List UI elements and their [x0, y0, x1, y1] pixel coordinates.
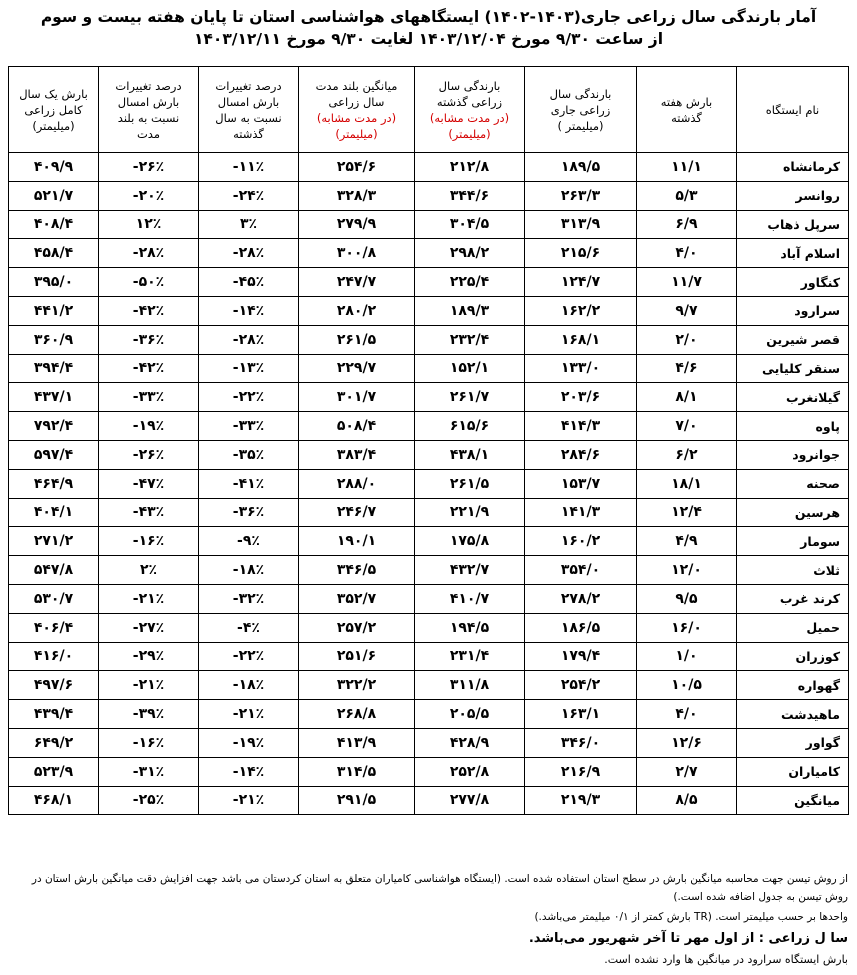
- cell-station: ثلاث: [737, 556, 849, 585]
- cell-chg-last: -۳۶٪: [199, 498, 299, 527]
- cell-chg-long: -۱۶٪: [99, 728, 199, 757]
- cell-week: ۹/۵: [637, 584, 737, 613]
- table-row: [9, 671, 849, 700]
- cell-current: ۲۵۴/۲: [525, 671, 637, 700]
- table-row: [9, 469, 849, 498]
- cell-longterm: ۳۵۲/۷: [299, 584, 415, 613]
- cell-full: ۴۶۴/۹: [9, 469, 99, 498]
- cell-station: کنگاور: [737, 268, 849, 297]
- cell-last: ۲۷۷/۸: [415, 786, 525, 815]
- cell-week: ۱۱/۱: [637, 153, 737, 182]
- table-row: [9, 498, 849, 527]
- cell-chg-long: -۴۷٪: [99, 469, 199, 498]
- header-change-last-year: درصد تغییرات بارش امسال نسبت به سال گذشته: [199, 67, 299, 153]
- cell-current: ۱۸۶/۵: [525, 613, 637, 642]
- cell-chg-long: -۲۶٪: [99, 153, 199, 182]
- cell-last: ۱۹۴/۵: [415, 613, 525, 642]
- cell-longterm: ۳۴۶/۵: [299, 556, 415, 585]
- cell-week: ۱۲/۶: [637, 728, 737, 757]
- cell-chg-last: -۲۱٪: [199, 700, 299, 729]
- cell-current: ۱۸۹/۵: [525, 153, 637, 182]
- cell-longterm: ۳۰۱/۷: [299, 383, 415, 412]
- cell-station: سومار: [737, 527, 849, 556]
- cell-chg-last: -۴۵٪: [199, 268, 299, 297]
- cell-current: ۴۱۴/۳: [525, 412, 637, 441]
- title-line-2: از ساعت ۹/۳۰ مورخ ۱۴۰۳/۱۲/۰۴ لغایت ۹/۳۰ مورخ ۱۴۰۳/۱۲/۱۱: [193, 30, 664, 48]
- cell-week: ۴/۰: [637, 239, 737, 268]
- cell-chg-last: -۲۲٪: [199, 642, 299, 671]
- cell-last: ۲۳۱/۴: [415, 642, 525, 671]
- cell-last: ۳۰۴/۵: [415, 210, 525, 239]
- cell-station: قصر شیرین: [737, 325, 849, 354]
- cell-last: ۲۵۲/۸: [415, 757, 525, 786]
- cell-current: ۱۶۸/۱: [525, 325, 637, 354]
- cell-station: پاوه: [737, 412, 849, 441]
- cell-chg-long: -۳۶٪: [99, 325, 199, 354]
- cell-last: ۴۳۲/۷: [415, 556, 525, 585]
- cell-station: اسلام آباد: [737, 239, 849, 268]
- cell-station: گواور: [737, 728, 849, 757]
- table-row: [9, 210, 849, 239]
- cell-chg-last: -۳۵٪: [199, 440, 299, 469]
- cell-station: گهواره: [737, 671, 849, 700]
- cell-chg-long: ۱۲٪: [99, 210, 199, 239]
- cell-week: ۱/۰: [637, 642, 737, 671]
- cell-last: ۲۱۲/۸: [415, 153, 525, 182]
- cell-week: ۶/۲: [637, 440, 737, 469]
- cell-station: روانسر: [737, 181, 849, 210]
- cell-chg-long: -۳۳٪: [99, 383, 199, 412]
- cell-full: ۴۰۶/۴: [9, 613, 99, 642]
- cell-current: ۱۳۳/۰: [525, 354, 637, 383]
- cell-last: ۴۲۸/۹: [415, 728, 525, 757]
- header-current: بارندگی سال زراعی جاری (میلیمتر ): [525, 67, 637, 153]
- cell-current: ۲۱۹/۳: [525, 786, 637, 815]
- cell-station: گیلانغرب: [737, 383, 849, 412]
- cell-longterm: ۵۰۸/۴: [299, 412, 415, 441]
- table-row: [9, 325, 849, 354]
- cell-last: ۲۶۱/۷: [415, 383, 525, 412]
- cell-station: کرند غرب: [737, 584, 849, 613]
- cell-longterm: ۳۰۰/۸: [299, 239, 415, 268]
- cell-longterm: ۴۱۳/۹: [299, 728, 415, 757]
- cell-chg-long: -۲۱٪: [99, 671, 199, 700]
- cell-chg-last: -۱۹٪: [199, 728, 299, 757]
- cell-week: ۲/۰: [637, 325, 737, 354]
- header-week: بارش هفته گذشته: [637, 67, 737, 153]
- cell-current: ۱۲۴/۷: [525, 268, 637, 297]
- cell-week: ۶/۹: [637, 210, 737, 239]
- cell-full: ۵۲۱/۷: [9, 181, 99, 210]
- cell-chg-last: -۱۸٪: [199, 671, 299, 700]
- cell-last: ۲۲۱/۹: [415, 498, 525, 527]
- cell-week: ۱۶/۰: [637, 613, 737, 642]
- cell-full: ۴۴۱/۲: [9, 296, 99, 325]
- cell-chg-long: -۴۳٪: [99, 498, 199, 527]
- cell-full: ۴۶۸/۱: [9, 786, 99, 815]
- cell-chg-long: -۴۲٪: [99, 296, 199, 325]
- cell-longterm: ۲۲۹/۷: [299, 354, 415, 383]
- cell-longterm: ۲۹۱/۵: [299, 786, 415, 815]
- cell-full: ۴۳۹/۴: [9, 700, 99, 729]
- cell-last: ۲۳۲/۴: [415, 325, 525, 354]
- cell-chg-long: -۲۵٪: [99, 786, 199, 815]
- title-line-1: آمار بارندگی سال زراعی جاری(۱۴۰۳-۱۴۰۲) ایستگاههای هواشناسی استان تا پایان هفته بیست و سوم: [40, 8, 817, 26]
- cell-longterm: ۲۷۹/۹: [299, 210, 415, 239]
- cell-chg-long: ۲٪: [99, 556, 199, 585]
- cell-full: ۵۲۳/۹: [9, 757, 99, 786]
- cell-last: ۱۷۵/۸: [415, 527, 525, 556]
- cell-week: ۸/۵: [637, 786, 737, 815]
- cell-current: ۱۴۱/۳: [525, 498, 637, 527]
- table-row: [9, 153, 849, 182]
- cell-station: کوزران: [737, 642, 849, 671]
- cell-current: ۲۱۵/۶: [525, 239, 637, 268]
- table-row: [9, 613, 849, 642]
- cell-chg-long: -۲۶٪: [99, 440, 199, 469]
- table-row: [9, 354, 849, 383]
- note-thiessen: از روش تیسن جهت محاسبه میانگین بارش در سطح استان استفاده شده است. (ایستگاه هواشناسی کامیاران متعلق به استان کردستان می باشد جهت افزایش دقت میانگین بارش استان در روش تیسن به جدول اضافه شده است.): [31, 873, 848, 903]
- cell-longterm: ۲۵۴/۶: [299, 153, 415, 182]
- header-last-year: بارندگی سال زراعی گذشته (در مدت مشابه) (میلیمتر): [415, 67, 525, 153]
- cell-full: ۳۹۴/۴: [9, 354, 99, 383]
- cell-current: ۲۶۳/۳: [525, 181, 637, 210]
- cell-chg-long: -۲۷٪: [99, 613, 199, 642]
- cell-longterm: ۳۲۲/۲: [299, 671, 415, 700]
- cell-full: ۴۹۷/۶: [9, 671, 99, 700]
- cell-chg-last: -۲۴٪: [199, 181, 299, 210]
- cell-chg-last: -۹٪: [199, 527, 299, 556]
- cell-chg-last: -۲۸٪: [199, 325, 299, 354]
- table-row: [9, 412, 849, 441]
- cell-chg-last: -۱۴٪: [199, 757, 299, 786]
- header-station: نام ایستگاه: [737, 67, 849, 153]
- note-sararud: بارش ایستگاه سرارود در میانگین ها وارد نشده است.: [604, 953, 848, 966]
- note-crop-year: سا ل زراعی : از اول مهر تا آخر شهریور می‌باشد.: [528, 931, 848, 946]
- cell-full: ۶۴۹/۲: [9, 728, 99, 757]
- cell-full: ۳۹۵/۰: [9, 268, 99, 297]
- cell-chg-last: -۲۱٪: [199, 786, 299, 815]
- cell-longterm: ۳۱۴/۵: [299, 757, 415, 786]
- cell-longterm: ۲۴۶/۷: [299, 498, 415, 527]
- table-row: [9, 440, 849, 469]
- cell-current: ۳۵۴/۰: [525, 556, 637, 585]
- cell-last: ۳۴۴/۶: [415, 181, 525, 210]
- cell-current: ۳۱۳/۹: [525, 210, 637, 239]
- table-row: [9, 239, 849, 268]
- cell-station: ماهیدشت: [737, 700, 849, 729]
- cell-chg-long: -۲۸٪: [99, 239, 199, 268]
- header-longterm: میانگین بلند مدت سال زراعی (در مدت مشابه) (میلیمتر): [299, 67, 415, 153]
- cell-week: ۱۰/۵: [637, 671, 737, 700]
- cell-current: ۲۷۸/۲: [525, 584, 637, 613]
- cell-chg-last: ۳٪: [199, 210, 299, 239]
- cell-longterm: ۳۲۸/۳: [299, 181, 415, 210]
- cell-last: ۴۱۰/۷: [415, 584, 525, 613]
- table-row: [9, 786, 849, 815]
- cell-station: هرسین: [737, 498, 849, 527]
- cell-station: سرپل ذهاب: [737, 210, 849, 239]
- cell-week: ۴/۶: [637, 354, 737, 383]
- cell-current: ۲۸۴/۶: [525, 440, 637, 469]
- table-row: [9, 556, 849, 585]
- cell-longterm: ۲۶۸/۸: [299, 700, 415, 729]
- report-title: [0, 0, 857, 50]
- cell-week: ۹/۷: [637, 296, 737, 325]
- cell-station: صحنه: [737, 469, 849, 498]
- table-row: [9, 642, 849, 671]
- cell-full: ۴۱۶/۰: [9, 642, 99, 671]
- cell-week: ۱۲/۰: [637, 556, 737, 585]
- cell-longterm: ۲۵۱/۶: [299, 642, 415, 671]
- cell-chg-last: -۳۳٪: [199, 412, 299, 441]
- cell-full: ۴۵۸/۴: [9, 239, 99, 268]
- cell-chg-long: -۱۹٪: [99, 412, 199, 441]
- cell-week: ۴/۰: [637, 700, 737, 729]
- cell-longterm: ۲۸۰/۲: [299, 296, 415, 325]
- table-row: [9, 181, 849, 210]
- cell-station: کامیاران: [737, 757, 849, 786]
- cell-last: ۲۶۱/۵: [415, 469, 525, 498]
- table-row: [9, 296, 849, 325]
- table-row: [9, 700, 849, 729]
- cell-current: ۱۵۳/۷: [525, 469, 637, 498]
- cell-full: ۵۹۷/۴: [9, 440, 99, 469]
- cell-current: ۳۴۶/۰: [525, 728, 637, 757]
- cell-chg-long: -۳۹٪: [99, 700, 199, 729]
- cell-last: ۱۵۲/۱: [415, 354, 525, 383]
- cell-chg-long: -۳۱٪: [99, 757, 199, 786]
- cell-current: ۲۱۶/۹: [525, 757, 637, 786]
- cell-full: ۵۳۰/۷: [9, 584, 99, 613]
- cell-full: ۳۶۰/۹: [9, 325, 99, 354]
- cell-last: ۲۲۵/۴: [415, 268, 525, 297]
- table-row: [9, 728, 849, 757]
- header-full-year: بارش یک سال کامل زراعی (میلیمتر): [9, 67, 99, 153]
- cell-chg-last: -۱۳٪: [199, 354, 299, 383]
- cell-chg-long: -۲۹٪: [99, 642, 199, 671]
- cell-last: ۳۱۱/۸: [415, 671, 525, 700]
- cell-longterm: ۱۹۰/۱: [299, 527, 415, 556]
- header-row: [9, 67, 849, 153]
- cell-chg-last: -۱۸٪: [199, 556, 299, 585]
- table-body: [9, 153, 849, 815]
- cell-week: ۲/۷: [637, 757, 737, 786]
- cell-week: ۱۲/۴: [637, 498, 737, 527]
- table-row: [9, 383, 849, 412]
- cell-full: ۴۳۷/۱: [9, 383, 99, 412]
- cell-chg-last: -۴٪: [199, 613, 299, 642]
- cell-chg-last: -۱۱٪: [199, 153, 299, 182]
- cell-chg-long: -۴۲٪: [99, 354, 199, 383]
- cell-longterm: ۲۴۷/۷: [299, 268, 415, 297]
- cell-week: ۱۸/۱: [637, 469, 737, 498]
- cell-full: ۴۰۸/۴: [9, 210, 99, 239]
- cell-station: میانگین: [737, 786, 849, 815]
- cell-last: ۲۹۸/۲: [415, 239, 525, 268]
- cell-longterm: ۲۸۸/۰: [299, 469, 415, 498]
- cell-full: ۵۴۷/۸: [9, 556, 99, 585]
- note-units: واحدها بر حسب میلیمتر است. (TR بارش کمتر از ۰/۱ میلیمتر می‌باشد.): [534, 911, 848, 923]
- cell-station: جوانرود: [737, 440, 849, 469]
- cell-full: ۴۰۹/۹: [9, 153, 99, 182]
- cell-full: ۷۹۲/۴: [9, 412, 99, 441]
- cell-current: ۲۰۳/۶: [525, 383, 637, 412]
- cell-week: ۵/۳: [637, 181, 737, 210]
- cell-station: سنقر کلیایی: [737, 354, 849, 383]
- cell-last: ۴۳۸/۱: [415, 440, 525, 469]
- cell-chg-last: -۱۴٪: [199, 296, 299, 325]
- cell-last: ۱۸۹/۳: [415, 296, 525, 325]
- rainfall-table: [8, 66, 849, 815]
- cell-longterm: ۲۶۱/۵: [299, 325, 415, 354]
- cell-last: ۲۰۵/۵: [415, 700, 525, 729]
- cell-chg-long: -۲۰٪: [99, 181, 199, 210]
- cell-week: ۱۱/۷: [637, 268, 737, 297]
- cell-chg-last: -۴۱٪: [199, 469, 299, 498]
- cell-current: ۱۶۲/۲: [525, 296, 637, 325]
- cell-week: ۸/۱: [637, 383, 737, 412]
- footnotes: [8, 870, 848, 970]
- cell-chg-last: -۳۲٪: [199, 584, 299, 613]
- cell-week: ۴/۹: [637, 527, 737, 556]
- cell-station: سرارود: [737, 296, 849, 325]
- cell-chg-last: -۲۸٪: [199, 239, 299, 268]
- cell-chg-last: -۲۲٪: [199, 383, 299, 412]
- cell-current: ۱۷۹/۴: [525, 642, 637, 671]
- cell-chg-long: -۵۰٪: [99, 268, 199, 297]
- cell-chg-long: -۱۶٪: [99, 527, 199, 556]
- cell-current: ۱۶۳/۱: [525, 700, 637, 729]
- cell-full: ۲۷۱/۲: [9, 527, 99, 556]
- table-row: [9, 268, 849, 297]
- cell-chg-long: -۲۱٪: [99, 584, 199, 613]
- cell-full: ۴۰۴/۱: [9, 498, 99, 527]
- table-row: [9, 757, 849, 786]
- cell-station: حمیل: [737, 613, 849, 642]
- table-row: [9, 584, 849, 613]
- cell-station: کرمانشاه: [737, 153, 849, 182]
- table-row: [9, 527, 849, 556]
- header-change-longterm: درصد تغییرات بارش امسال نسبت به بلند مدت: [99, 67, 199, 153]
- cell-week: ۷/۰: [637, 412, 737, 441]
- cell-longterm: ۲۵۷/۲: [299, 613, 415, 642]
- cell-current: ۱۶۰/۲: [525, 527, 637, 556]
- cell-longterm: ۳۸۳/۴: [299, 440, 415, 469]
- cell-last: ۶۱۵/۶: [415, 412, 525, 441]
